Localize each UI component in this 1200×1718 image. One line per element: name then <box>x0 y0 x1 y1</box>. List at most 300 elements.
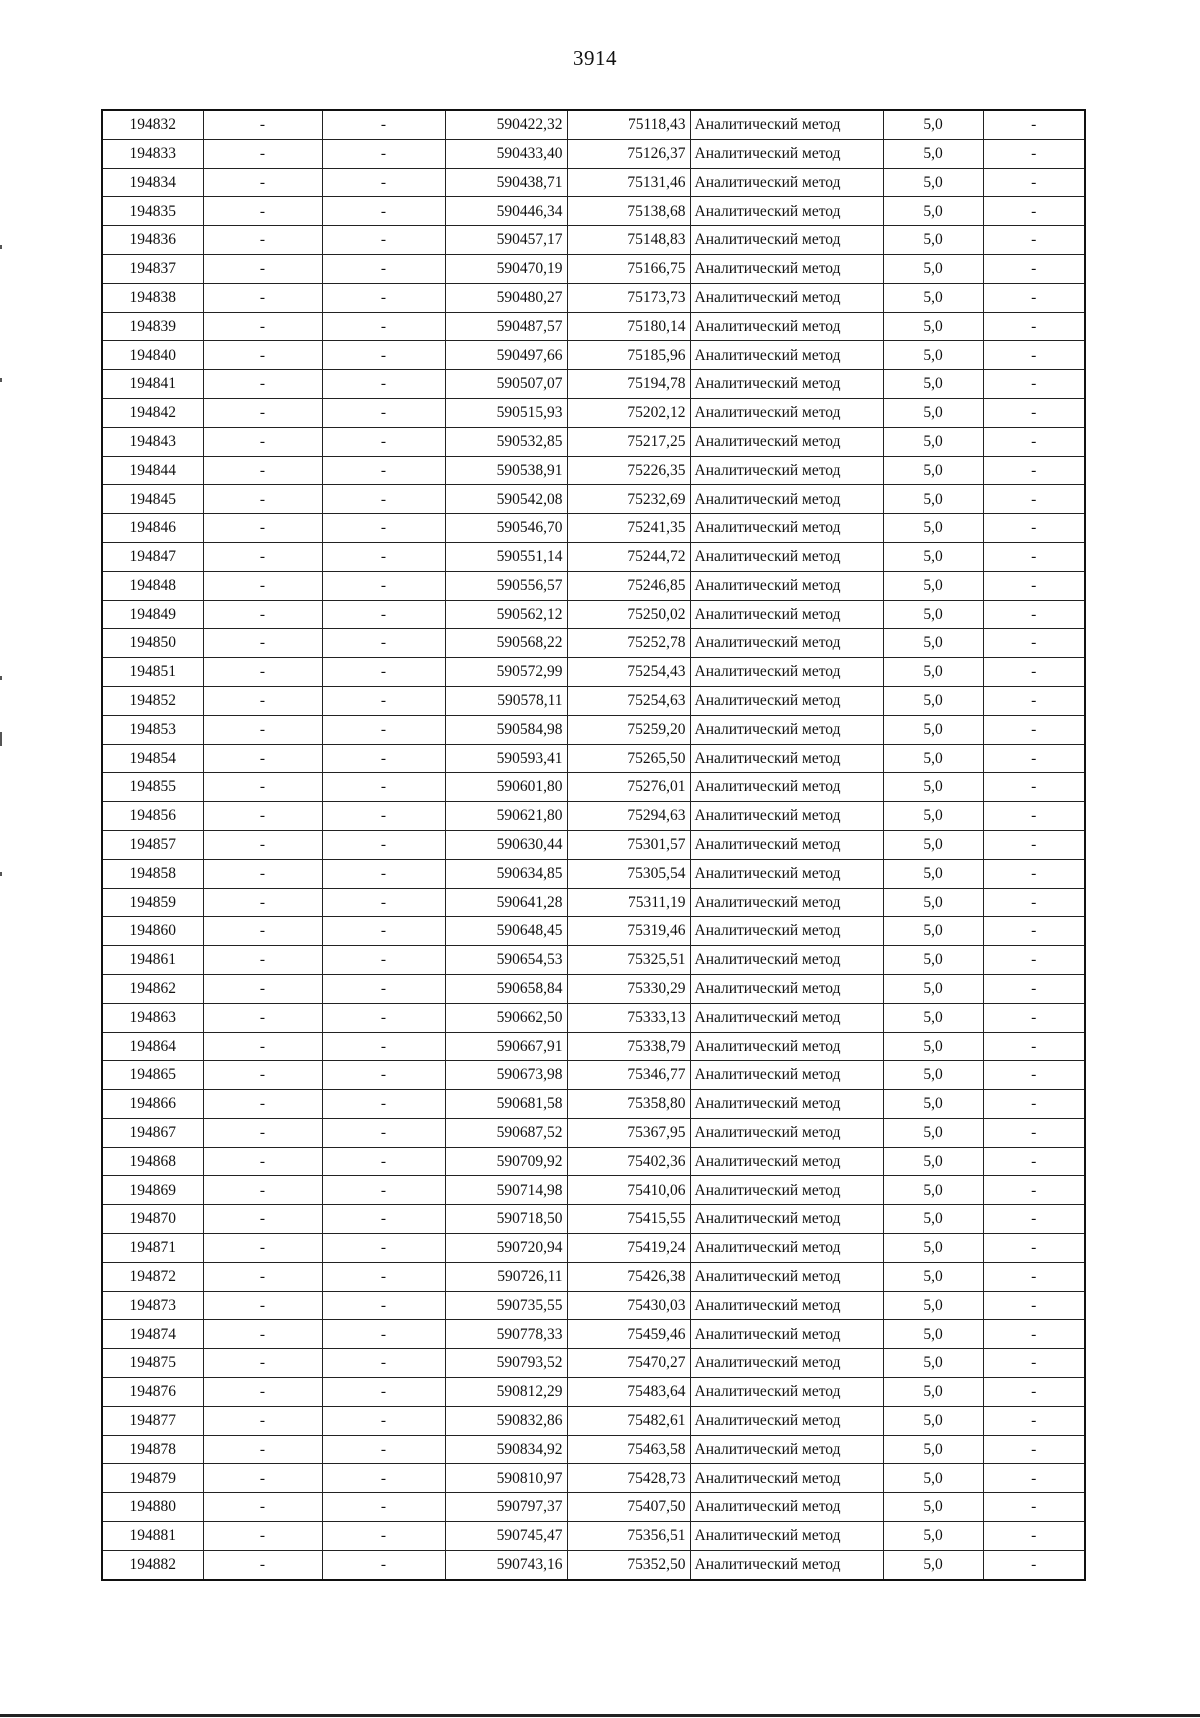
method-cell: Аналитический метод <box>690 1176 883 1205</box>
empty-cell: - <box>203 1234 322 1263</box>
table-row <box>102 226 1085 255</box>
table-row <box>102 1550 1085 1579</box>
empty-cell: - <box>322 715 445 744</box>
x-coordinate-cell: 590793,52 <box>445 1349 567 1378</box>
empty-cell: - <box>203 456 322 485</box>
method-cell: Аналитический метод <box>690 139 883 168</box>
x-coordinate-cell: 590687,52 <box>445 1118 567 1147</box>
accuracy-cell: 5,0 <box>883 514 983 543</box>
scan-edge-mark <box>0 245 2 249</box>
x-coordinate-cell: 590797,37 <box>445 1493 567 1522</box>
method-cell: Аналитический метод <box>690 773 883 802</box>
x-coordinate-cell: 590681,58 <box>445 1090 567 1119</box>
empty-cell: - <box>983 946 1085 975</box>
point-id-cell: 194839 <box>102 312 203 341</box>
point-id-cell: 194853 <box>102 715 203 744</box>
accuracy-cell: 5,0 <box>883 1406 983 1435</box>
method-cell: Аналитический метод <box>690 715 883 744</box>
y-coordinate-cell: 75346,77 <box>567 1061 690 1090</box>
y-coordinate-cell: 75367,95 <box>567 1118 690 1147</box>
empty-cell: - <box>203 1003 322 1032</box>
empty-cell: - <box>203 1090 322 1119</box>
x-coordinate-cell: 590497,66 <box>445 341 567 370</box>
page-number: 3914 <box>573 46 617 70</box>
empty-cell: - <box>322 456 445 485</box>
y-coordinate-cell: 75180,14 <box>567 312 690 341</box>
empty-cell: - <box>203 802 322 831</box>
point-id-cell: 194841 <box>102 370 203 399</box>
y-coordinate-cell: 75301,57 <box>567 830 690 859</box>
method-cell: Аналитический метод <box>690 1550 883 1579</box>
table-row <box>102 1032 1085 1061</box>
empty-cell: - <box>322 1176 445 1205</box>
y-coordinate-cell: 75402,36 <box>567 1147 690 1176</box>
empty-cell: - <box>983 773 1085 802</box>
y-coordinate-cell: 75232,69 <box>567 485 690 514</box>
empty-cell: - <box>203 1205 322 1234</box>
scan-edge-mark <box>0 872 2 876</box>
x-coordinate-cell: 590641,28 <box>445 888 567 917</box>
y-coordinate-cell: 75407,50 <box>567 1493 690 1522</box>
method-cell: Аналитический метод <box>690 1118 883 1147</box>
method-cell: Аналитический метод <box>690 1003 883 1032</box>
empty-cell: - <box>203 1435 322 1464</box>
accuracy-cell: 5,0 <box>883 341 983 370</box>
method-cell: Аналитический метод <box>690 830 883 859</box>
empty-cell: - <box>322 1118 445 1147</box>
empty-cell: - <box>322 1147 445 1176</box>
empty-cell: - <box>983 110 1085 139</box>
method-cell: Аналитический метод <box>690 802 883 831</box>
table-row <box>102 715 1085 744</box>
point-id-cell: 194877 <box>102 1406 203 1435</box>
x-coordinate-cell: 590621,80 <box>445 802 567 831</box>
accuracy-cell: 5,0 <box>883 139 983 168</box>
empty-cell: - <box>203 110 322 139</box>
point-id-cell: 194881 <box>102 1522 203 1551</box>
table-row <box>102 1176 1085 1205</box>
accuracy-cell: 5,0 <box>883 1118 983 1147</box>
empty-cell: - <box>322 830 445 859</box>
empty-cell: - <box>322 1406 445 1435</box>
empty-cell: - <box>983 1493 1085 1522</box>
empty-cell: - <box>983 1464 1085 1493</box>
y-coordinate-cell: 75166,75 <box>567 254 690 283</box>
y-coordinate-cell: 75276,01 <box>567 773 690 802</box>
empty-cell: - <box>983 514 1085 543</box>
point-id-cell: 194865 <box>102 1061 203 1090</box>
empty-cell: - <box>983 715 1085 744</box>
point-id-cell: 194834 <box>102 168 203 197</box>
table-row <box>102 600 1085 629</box>
x-coordinate-cell: 590634,85 <box>445 859 567 888</box>
y-coordinate-cell: 75202,12 <box>567 398 690 427</box>
y-coordinate-cell: 75463,58 <box>567 1435 690 1464</box>
empty-cell: - <box>983 1550 1085 1579</box>
method-cell: Аналитический метод <box>690 1378 883 1407</box>
empty-cell: - <box>203 888 322 917</box>
y-coordinate-cell: 75415,55 <box>567 1205 690 1234</box>
table-row <box>102 1262 1085 1291</box>
method-cell: Аналитический метод <box>690 946 883 975</box>
scan-bottom-edge <box>0 1714 1200 1717</box>
x-coordinate-cell: 590810,97 <box>445 1464 567 1493</box>
y-coordinate-cell: 75131,46 <box>567 168 690 197</box>
accuracy-cell: 5,0 <box>883 1234 983 1263</box>
empty-cell: - <box>322 312 445 341</box>
empty-cell: - <box>203 1032 322 1061</box>
y-coordinate-cell: 75410,06 <box>567 1176 690 1205</box>
point-id-cell: 194855 <box>102 773 203 802</box>
empty-cell: - <box>983 1234 1085 1263</box>
x-coordinate-cell: 590515,93 <box>445 398 567 427</box>
method-cell: Аналитический метод <box>690 888 883 917</box>
point-id-cell: 194866 <box>102 1090 203 1119</box>
empty-cell: - <box>322 888 445 917</box>
point-id-cell: 194868 <box>102 1147 203 1176</box>
point-id-cell: 194878 <box>102 1435 203 1464</box>
y-coordinate-cell: 75244,72 <box>567 542 690 571</box>
empty-cell: - <box>983 1522 1085 1551</box>
y-coordinate-cell: 75470,27 <box>567 1349 690 1378</box>
method-cell: Аналитический метод <box>690 226 883 255</box>
point-id-cell: 194847 <box>102 542 203 571</box>
empty-cell: - <box>203 1349 322 1378</box>
table-row <box>102 197 1085 226</box>
empty-cell: - <box>983 456 1085 485</box>
empty-cell: - <box>203 168 322 197</box>
empty-cell: - <box>322 744 445 773</box>
table-row <box>102 802 1085 831</box>
empty-cell: - <box>983 1003 1085 1032</box>
y-coordinate-cell: 75319,46 <box>567 917 690 946</box>
point-id-cell: 194870 <box>102 1205 203 1234</box>
empty-cell: - <box>322 1493 445 1522</box>
x-coordinate-cell: 590546,70 <box>445 514 567 543</box>
table-row <box>102 686 1085 715</box>
y-coordinate-cell: 75173,73 <box>567 283 690 312</box>
method-cell: Аналитический метод <box>690 312 883 341</box>
point-id-cell: 194859 <box>102 888 203 917</box>
empty-cell: - <box>203 658 322 687</box>
method-cell: Аналитический метод <box>690 744 883 773</box>
accuracy-cell: 5,0 <box>883 1378 983 1407</box>
accuracy-cell: 5,0 <box>883 571 983 600</box>
empty-cell: - <box>322 1003 445 1032</box>
point-id-cell: 194845 <box>102 485 203 514</box>
x-coordinate-cell: 590735,55 <box>445 1291 567 1320</box>
method-cell: Аналитический метод <box>690 1147 883 1176</box>
table-row <box>102 254 1085 283</box>
method-cell: Аналитический метод <box>690 917 883 946</box>
empty-cell: - <box>203 427 322 456</box>
empty-cell: - <box>203 1118 322 1147</box>
x-coordinate-cell: 590743,16 <box>445 1550 567 1579</box>
coordinates-table <box>101 109 1086 1581</box>
point-id-cell: 194836 <box>102 226 203 255</box>
accuracy-cell: 5,0 <box>883 110 983 139</box>
empty-cell: - <box>983 744 1085 773</box>
y-coordinate-cell: 75333,13 <box>567 1003 690 1032</box>
empty-cell: - <box>322 370 445 399</box>
empty-cell: - <box>203 859 322 888</box>
x-coordinate-cell: 590601,80 <box>445 773 567 802</box>
empty-cell: - <box>203 917 322 946</box>
empty-cell: - <box>983 1061 1085 1090</box>
empty-cell: - <box>322 1061 445 1090</box>
empty-cell: - <box>322 168 445 197</box>
empty-cell: - <box>983 1320 1085 1349</box>
y-coordinate-cell: 75252,78 <box>567 629 690 658</box>
point-id-cell: 194851 <box>102 658 203 687</box>
point-id-cell: 194874 <box>102 1320 203 1349</box>
point-id-cell: 194848 <box>102 571 203 600</box>
table-row <box>102 456 1085 485</box>
point-id-cell: 194867 <box>102 1118 203 1147</box>
x-coordinate-cell: 590726,11 <box>445 1262 567 1291</box>
table-row <box>102 830 1085 859</box>
empty-cell: - <box>322 1032 445 1061</box>
empty-cell: - <box>322 1464 445 1493</box>
table-row <box>102 1320 1085 1349</box>
y-coordinate-cell: 75430,03 <box>567 1291 690 1320</box>
y-coordinate-cell: 75482,61 <box>567 1406 690 1435</box>
table-row <box>102 542 1085 571</box>
method-cell: Аналитический метод <box>690 1205 883 1234</box>
point-id-cell: 194862 <box>102 974 203 1003</box>
empty-cell: - <box>983 139 1085 168</box>
empty-cell: - <box>203 312 322 341</box>
accuracy-cell: 5,0 <box>883 542 983 571</box>
point-id-cell: 194876 <box>102 1378 203 1407</box>
point-id-cell: 194854 <box>102 744 203 773</box>
point-id-cell: 194835 <box>102 197 203 226</box>
empty-cell: - <box>203 946 322 975</box>
method-cell: Аналитический метод <box>690 341 883 370</box>
method-cell: Аналитический метод <box>690 1493 883 1522</box>
empty-cell: - <box>203 974 322 1003</box>
method-cell: Аналитический метод <box>690 1435 883 1464</box>
empty-cell: - <box>203 773 322 802</box>
empty-cell: - <box>322 139 445 168</box>
accuracy-cell: 5,0 <box>883 456 983 485</box>
point-id-cell: 194882 <box>102 1550 203 1579</box>
table-row <box>102 1291 1085 1320</box>
empty-cell: - <box>203 1061 322 1090</box>
table-row <box>102 398 1085 427</box>
point-id-cell: 194872 <box>102 1262 203 1291</box>
table-row <box>102 1061 1085 1090</box>
empty-cell: - <box>203 629 322 658</box>
empty-cell: - <box>203 715 322 744</box>
table-row <box>102 341 1085 370</box>
y-coordinate-cell: 75483,64 <box>567 1378 690 1407</box>
x-coordinate-cell: 590542,08 <box>445 485 567 514</box>
empty-cell: - <box>203 139 322 168</box>
x-coordinate-cell: 590630,44 <box>445 830 567 859</box>
point-id-cell: 194858 <box>102 859 203 888</box>
empty-cell: - <box>322 859 445 888</box>
empty-cell: - <box>322 398 445 427</box>
accuracy-cell: 5,0 <box>883 1291 983 1320</box>
empty-cell: - <box>322 1349 445 1378</box>
point-id-cell: 194837 <box>102 254 203 283</box>
table-row <box>102 773 1085 802</box>
accuracy-cell: 5,0 <box>883 802 983 831</box>
empty-cell: - <box>322 485 445 514</box>
accuracy-cell: 5,0 <box>883 888 983 917</box>
x-coordinate-cell: 590578,11 <box>445 686 567 715</box>
method-cell: Аналитический метод <box>690 1032 883 1061</box>
table-row <box>102 312 1085 341</box>
empty-cell: - <box>322 197 445 226</box>
accuracy-cell: 5,0 <box>883 1176 983 1205</box>
empty-cell: - <box>203 226 322 255</box>
method-cell: Аналитический метод <box>690 1291 883 1320</box>
point-id-cell: 194864 <box>102 1032 203 1061</box>
empty-cell: - <box>203 571 322 600</box>
empty-cell: - <box>983 1291 1085 1320</box>
point-id-cell: 194871 <box>102 1234 203 1263</box>
x-coordinate-cell: 590446,34 <box>445 197 567 226</box>
method-cell: Аналитический метод <box>690 398 883 427</box>
accuracy-cell: 5,0 <box>883 427 983 456</box>
empty-cell: - <box>983 888 1085 917</box>
point-id-cell: 194873 <box>102 1291 203 1320</box>
empty-cell: - <box>322 514 445 543</box>
y-coordinate-cell: 75148,83 <box>567 226 690 255</box>
empty-cell: - <box>983 398 1085 427</box>
y-coordinate-cell: 75259,20 <box>567 715 690 744</box>
method-cell: Аналитический метод <box>690 1234 883 1263</box>
empty-cell: - <box>203 1493 322 1522</box>
empty-cell: - <box>203 370 322 399</box>
empty-cell: - <box>983 859 1085 888</box>
empty-cell: - <box>983 1118 1085 1147</box>
point-id-cell: 194879 <box>102 1464 203 1493</box>
x-coordinate-cell: 590572,99 <box>445 658 567 687</box>
table-row <box>102 658 1085 687</box>
method-cell: Аналитический метод <box>690 427 883 456</box>
x-coordinate-cell: 590556,57 <box>445 571 567 600</box>
empty-cell: - <box>322 946 445 975</box>
method-cell: Аналитический метод <box>690 514 883 543</box>
point-id-cell: 194838 <box>102 283 203 312</box>
empty-cell: - <box>983 1032 1085 1061</box>
empty-cell: - <box>203 1147 322 1176</box>
empty-cell: - <box>322 600 445 629</box>
empty-cell: - <box>322 1291 445 1320</box>
point-id-cell: 194843 <box>102 427 203 456</box>
empty-cell: - <box>322 1320 445 1349</box>
table-row <box>102 1147 1085 1176</box>
table-row <box>102 1464 1085 1493</box>
empty-cell: - <box>983 1435 1085 1464</box>
empty-cell: - <box>983 312 1085 341</box>
x-coordinate-cell: 590584,98 <box>445 715 567 744</box>
empty-cell: - <box>203 1378 322 1407</box>
empty-cell: - <box>322 658 445 687</box>
point-id-cell: 194833 <box>102 139 203 168</box>
table-row <box>102 859 1085 888</box>
empty-cell: - <box>322 974 445 1003</box>
accuracy-cell: 5,0 <box>883 1349 983 1378</box>
x-coordinate-cell: 590654,53 <box>445 946 567 975</box>
empty-cell: - <box>203 254 322 283</box>
accuracy-cell: 5,0 <box>883 254 983 283</box>
point-id-cell: 194844 <box>102 456 203 485</box>
empty-cell: - <box>322 427 445 456</box>
empty-cell: - <box>322 283 445 312</box>
method-cell: Аналитический метод <box>690 1349 883 1378</box>
empty-cell: - <box>983 226 1085 255</box>
empty-cell: - <box>322 1090 445 1119</box>
method-cell: Аналитический метод <box>690 542 883 571</box>
empty-cell: - <box>983 600 1085 629</box>
empty-cell: - <box>983 802 1085 831</box>
method-cell: Аналитический метод <box>690 485 883 514</box>
x-coordinate-cell: 590507,07 <box>445 370 567 399</box>
point-id-cell: 194857 <box>102 830 203 859</box>
empty-cell: - <box>203 744 322 773</box>
table-row <box>102 514 1085 543</box>
accuracy-cell: 5,0 <box>883 226 983 255</box>
method-cell: Аналитический метод <box>690 1522 883 1551</box>
y-coordinate-cell: 75265,50 <box>567 744 690 773</box>
y-coordinate-cell: 75217,25 <box>567 427 690 456</box>
table-row <box>102 974 1085 1003</box>
empty-cell: - <box>983 542 1085 571</box>
x-coordinate-cell: 590438,71 <box>445 168 567 197</box>
y-coordinate-cell: 75330,29 <box>567 974 690 1003</box>
accuracy-cell: 5,0 <box>883 1550 983 1579</box>
x-coordinate-cell: 590422,32 <box>445 110 567 139</box>
x-coordinate-cell: 590673,98 <box>445 1061 567 1090</box>
y-coordinate-cell: 75419,24 <box>567 1234 690 1263</box>
x-coordinate-cell: 590433,40 <box>445 139 567 168</box>
point-id-cell: 194861 <box>102 946 203 975</box>
accuracy-cell: 5,0 <box>883 658 983 687</box>
accuracy-cell: 5,0 <box>883 168 983 197</box>
table-row <box>102 917 1085 946</box>
empty-cell: - <box>203 398 322 427</box>
method-cell: Аналитический метод <box>690 370 883 399</box>
empty-cell: - <box>983 1176 1085 1205</box>
accuracy-cell: 5,0 <box>883 312 983 341</box>
method-cell: Аналитический метод <box>690 1090 883 1119</box>
empty-cell: - <box>203 542 322 571</box>
empty-cell: - <box>203 1464 322 1493</box>
point-id-cell: 194856 <box>102 802 203 831</box>
x-coordinate-cell: 590648,45 <box>445 917 567 946</box>
table-row <box>102 1205 1085 1234</box>
accuracy-cell: 5,0 <box>883 1061 983 1090</box>
x-coordinate-cell: 590457,17 <box>445 226 567 255</box>
y-coordinate-cell: 75356,51 <box>567 1522 690 1551</box>
y-coordinate-cell: 75311,19 <box>567 888 690 917</box>
empty-cell: - <box>322 686 445 715</box>
accuracy-cell: 5,0 <box>883 1435 983 1464</box>
point-id-cell: 194869 <box>102 1176 203 1205</box>
accuracy-cell: 5,0 <box>883 744 983 773</box>
y-coordinate-cell: 75250,02 <box>567 600 690 629</box>
empty-cell: - <box>322 254 445 283</box>
empty-cell: - <box>203 1550 322 1579</box>
accuracy-cell: 5,0 <box>883 1262 983 1291</box>
method-cell: Аналитический метод <box>690 283 883 312</box>
point-id-cell: 194850 <box>102 629 203 658</box>
empty-cell: - <box>983 629 1085 658</box>
